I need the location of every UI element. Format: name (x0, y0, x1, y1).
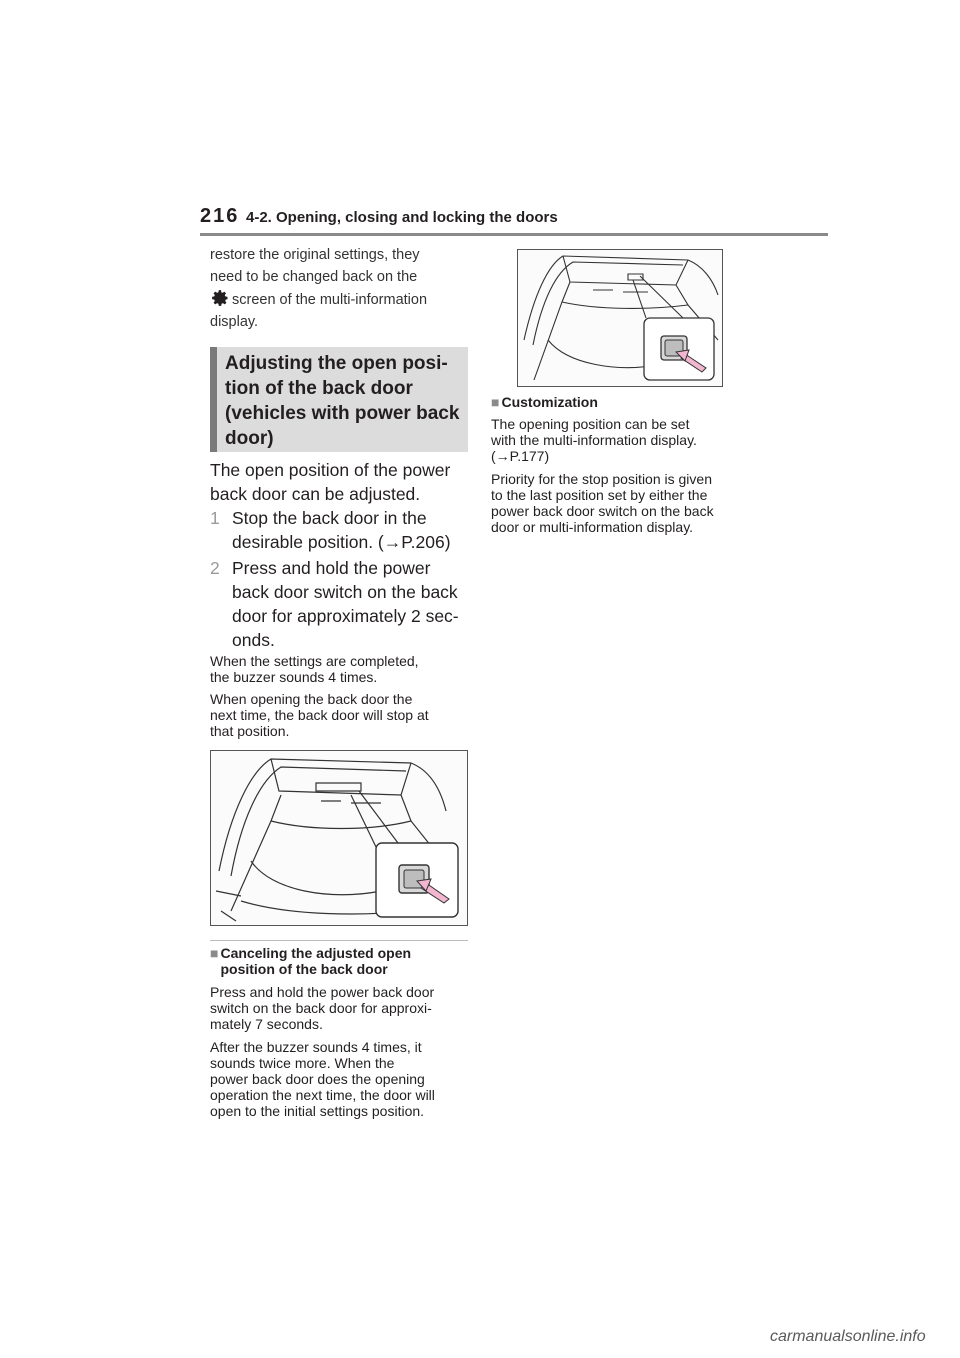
step-line: desirable position. (→P.206) (232, 532, 451, 552)
intro-line: display. (210, 314, 259, 330)
customization-subheading (491, 394, 756, 410)
note-completed (210, 653, 470, 685)
note-line: next time, the back door will stop at (210, 707, 429, 723)
step-line: Press and hold the power (232, 558, 431, 578)
para-line: The opening position can be set (491, 416, 690, 432)
section-title: 4-2. Opening, closing and locking the doors (246, 209, 558, 226)
para-line: power back door switch on the back (491, 503, 714, 519)
header-rule (200, 233, 828, 236)
para-line: (→P.177) (491, 448, 550, 464)
step-2 (210, 556, 470, 652)
customization-paragraph-1 (491, 416, 756, 464)
note-line: the buzzer sounds 4 times. (210, 669, 378, 685)
step-line: back door switch on the back (232, 582, 458, 602)
customization-paragraph-2 (491, 471, 756, 535)
watermark: carmanualsonline.info (770, 1328, 926, 1345)
cancel-paragraph-2 (210, 1039, 470, 1119)
para-line: power back door does the opening (210, 1071, 425, 1087)
subheading-line: position of the back door (220, 961, 388, 977)
section-heading-line: tion of the back door (225, 378, 413, 399)
back-door-switch-illustration (517, 249, 723, 387)
section-heading-line: (vehicles with power back (225, 403, 460, 424)
back-door-illustration (210, 750, 468, 926)
para-line: sounds twice more. When the (210, 1055, 395, 1071)
intro-line: restore the original settings, they (210, 247, 420, 263)
intro-line: screen of the multi-information (232, 292, 428, 308)
body-line: back door can be adjusted. (210, 484, 421, 504)
square-bullet-icon: ■ (491, 394, 500, 410)
body-line: The open position of the power (210, 460, 451, 480)
intro-line-with-icon (210, 288, 470, 311)
para-line: switch on the back door for approxi- (210, 1000, 432, 1016)
back-door-drawing (211, 751, 467, 925)
square-bullet-icon: ■ (210, 945, 219, 961)
para-line: with the multi-information display. (491, 432, 697, 448)
cancel-subheading (210, 945, 470, 977)
para-line: open to the initial settings position. (210, 1103, 425, 1119)
intro-line: need to be changed back on the (210, 269, 418, 285)
step-line: onds. (232, 630, 275, 650)
step-line: door for approximately 2 sec- (232, 606, 459, 626)
step-1 (210, 506, 470, 554)
para-line: operation the next time, the door will (210, 1087, 435, 1103)
para-line: to the last position set by either the (491, 487, 708, 503)
note-line: that position. (210, 723, 290, 739)
gear-icon (210, 288, 230, 308)
note-next-time (210, 691, 470, 739)
step-number: 2 (210, 558, 220, 578)
subheading-line: Customization (501, 394, 598, 410)
note-line: When opening the back door the (210, 691, 413, 707)
section-heading-box (210, 347, 468, 452)
section-heading-line: Adjusting the open posi- (225, 353, 448, 374)
para-line: mately 7 seconds. (210, 1016, 323, 1032)
step-line: Stop the back door in the (232, 508, 427, 528)
subheading-line: Canceling the adjusted open (220, 945, 412, 961)
step-number: 1 (210, 508, 220, 528)
note-line: When the settings are completed, (210, 653, 419, 669)
para-line: After the buzzer sounds 4 times, it (210, 1039, 422, 1055)
back-door-switch-drawing (518, 250, 722, 386)
para-line: Priority for the stop position is given (491, 471, 712, 487)
section-heading-line: door) (225, 428, 274, 449)
body-intro (210, 458, 470, 506)
para-line: Press and hold the power back door (210, 984, 435, 1000)
intro-paragraph (210, 244, 470, 333)
divider (210, 940, 468, 941)
cancel-paragraph-1 (210, 984, 470, 1032)
para-line: door or multi-information display. (491, 519, 694, 535)
page-number: 216 (200, 205, 240, 227)
